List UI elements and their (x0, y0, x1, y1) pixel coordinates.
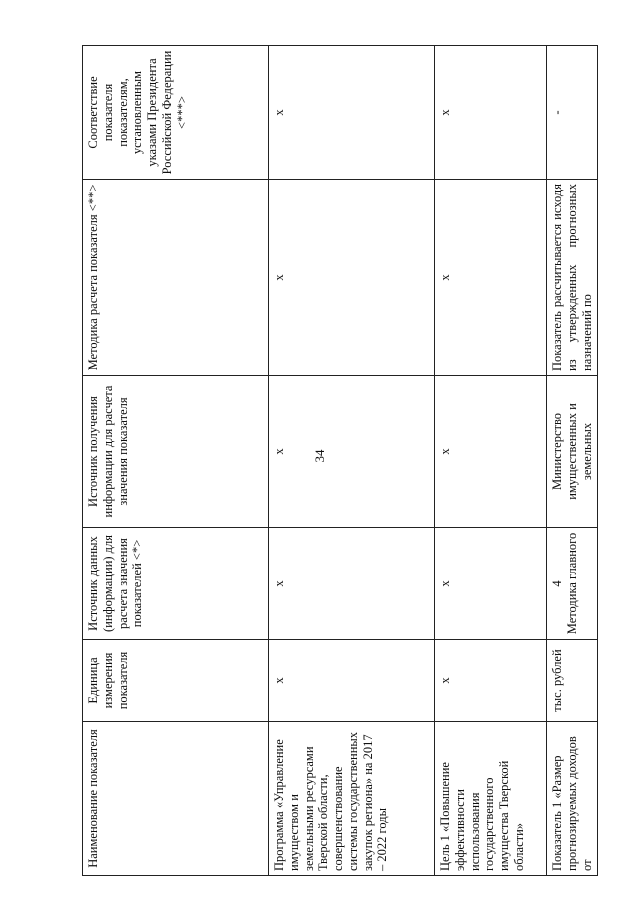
row-data-source: 4 Методика главного (547, 528, 598, 640)
header-conformity: Соответствие показателя показателям, установленным указами Президента Российской Федерации <***> (83, 46, 269, 180)
row-info-source: x (435, 376, 547, 528)
row-method: x (269, 180, 435, 376)
row-name: Показатель 1 «Размер прогнозируемых доходов от (547, 722, 598, 876)
table-row (435, 46, 547, 876)
row-conformity: x (269, 46, 435, 180)
header-data-source: Источник данных (информации) для расчета значения показателей <*> (83, 528, 269, 640)
table-header-row (83, 46, 269, 876)
rotated-table (82, 46, 594, 876)
row-conformity: x (435, 46, 547, 180)
header-info-source: Источник получения информации для расчета значения показателя (83, 376, 269, 528)
row-info-source: x (269, 376, 435, 528)
header-name: Наименование показателя (83, 722, 269, 876)
row-data-source: x (269, 528, 435, 640)
row-method: x (435, 180, 547, 376)
header-unit: Единица измерения показателя (83, 640, 269, 722)
row-unit: x (269, 640, 435, 722)
indicators-table (82, 45, 598, 876)
row-conformity: - (547, 46, 598, 180)
row-info-source: Министерство имущественных и земельных (547, 376, 598, 528)
header-method: Методика расчета показателя <**> (83, 180, 269, 376)
rotated-table-container (82, 46, 594, 876)
row-data-source: x (435, 528, 547, 640)
row-unit: x (435, 640, 547, 722)
table-row (547, 46, 598, 876)
row-name: Цель 1 «Повышение эффективности использования государственного имущества Тверской области» (435, 722, 547, 876)
table-row (269, 46, 435, 876)
row-method: Показатель рассчитывается исходя из утвержденных прогнозных назначений по (547, 180, 598, 376)
row-unit: тыс. рублей (547, 640, 598, 722)
row-name: Программа «Управление имуществом и земельными ресурсами Тверской области, совершенствование системы государственных закупок региона» на 2017 – 2022 годы (269, 722, 435, 876)
page-number: 34 (312, 449, 327, 463)
